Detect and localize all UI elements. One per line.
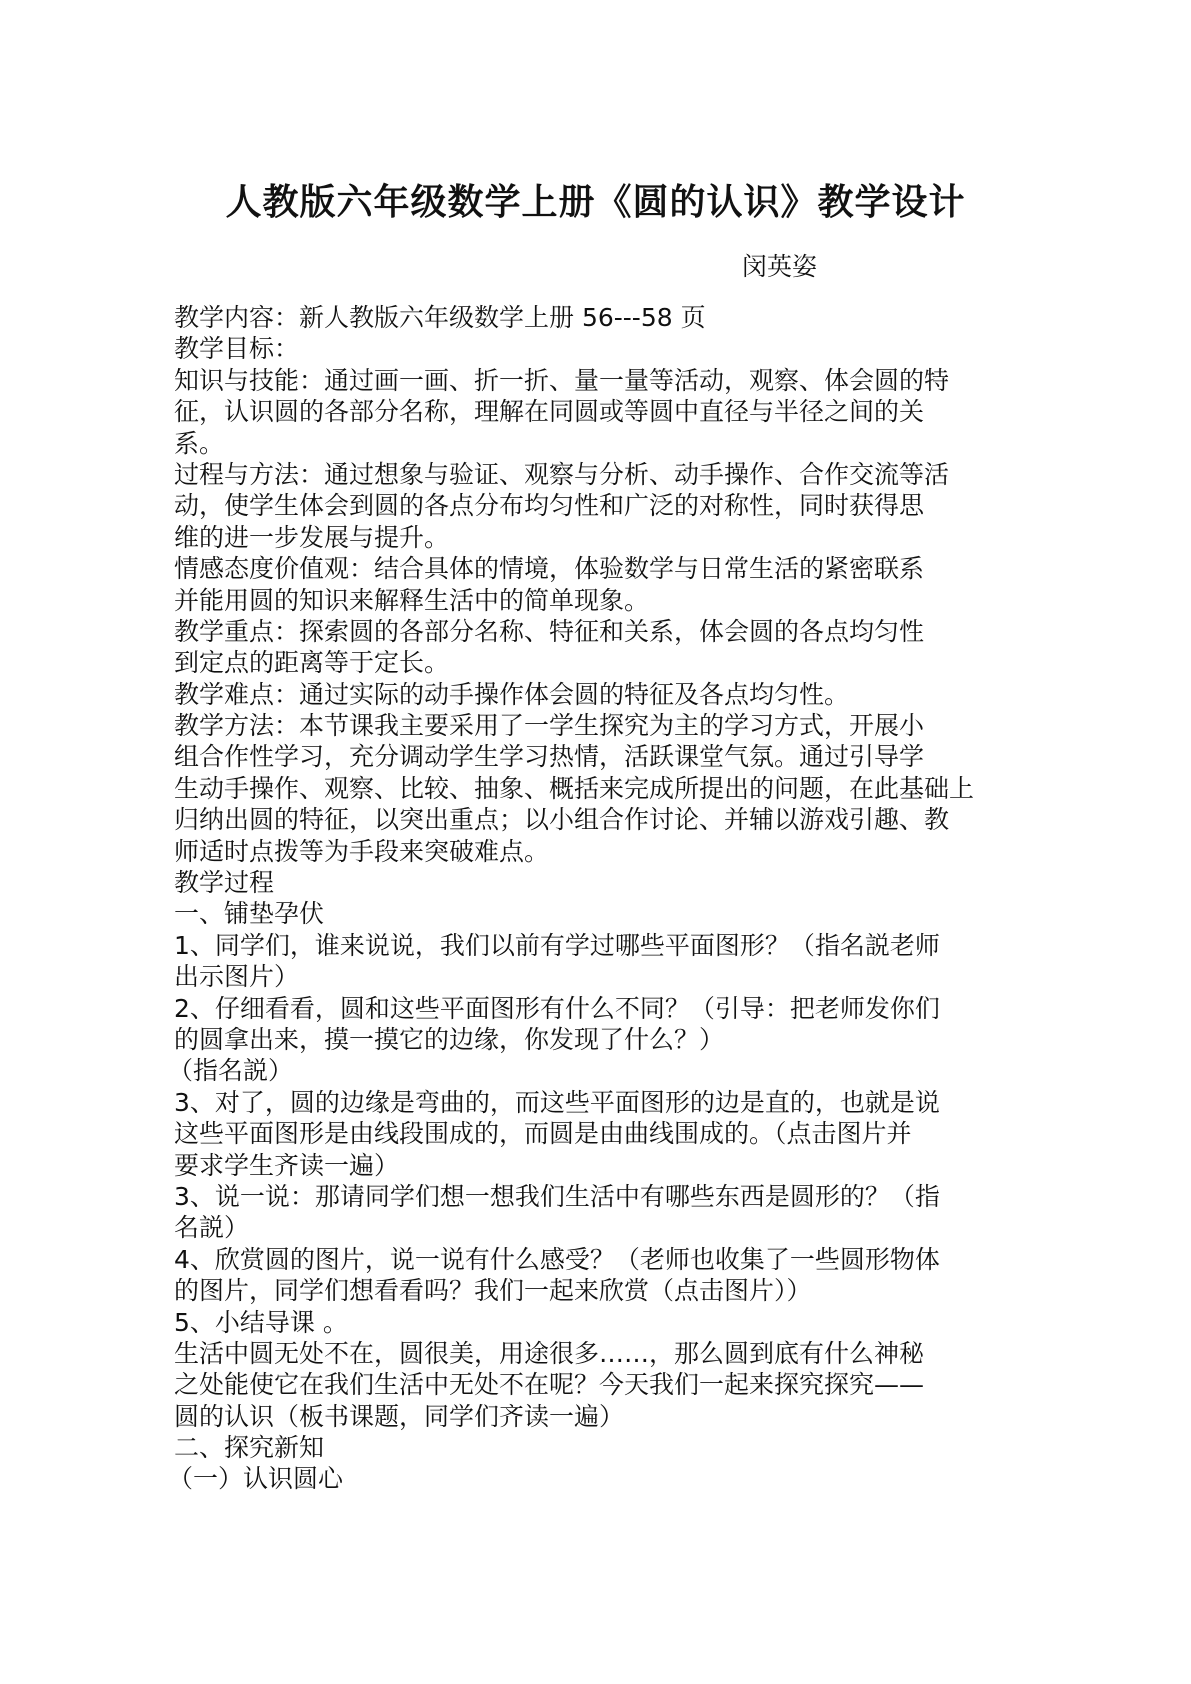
paragraph-line: 维的进一步发展与提升。 (174, 522, 450, 552)
paragraph-line: 征，认识圆的各部分名称，理解在同圆或等圆中直径与半径之间的关 (174, 397, 925, 427)
paragraph-line: 动，使学生体会到圆的各点分布均匀性和广泛的对称性，同时获得思 (174, 491, 925, 521)
paragraph-line: 情感态度价值观：结合具体的情境，体验数学与日常生活的紧密联系 (174, 554, 925, 584)
paragraph-line: 教学重点：探索圆的各部分名称、特征和关系，体会圆的各点均匀性 (174, 616, 925, 646)
paragraph-line: 教学内容：新人教版六年级数学上册 56---58 页 (174, 303, 706, 332)
paragraph-line: 归纳出圆的特征，以突出重点；以小组合作讨论、并辅以游戏引趣、教 (174, 805, 950, 835)
paragraph-line: 2、仔细看看，圆和这些平面图形有什么不同？（引导：把老师发你们 (174, 993, 940, 1023)
paragraph-line: 教学方法：本节课我主要采用了一学生探究为主的学习方式，开展小 (174, 711, 925, 741)
paragraph-line: 3、说一说：那请同学们想一想我们生活中有哪些东西是圆形的？（指 (174, 1181, 940, 1211)
paragraph-line: 生动手操作、观察、比较、抽象、概括来完成所提出的问题，在此基础上 (174, 773, 975, 803)
paragraph-line: 教学过程 (174, 868, 275, 898)
paragraph-line: 到定点的距离等于定长。 (174, 648, 450, 678)
paragraph-line: 生活中圆无处不在，圆很美，用途很多……，那么圆到底有什么神秘 (174, 1338, 925, 1368)
paragraph-line: 知识与技能：通过画一画、折一折、量一量等活动，观察、体会圆的特 (174, 365, 950, 395)
paragraph-line: 3、对了，圆的边缘是弯曲的，而这些平面图形的边是直的，也就是说 (174, 1087, 940, 1117)
paragraph-line: 之处能使它在我们生活中无处不在呢？今天我们一起来探究探究—— (174, 1370, 925, 1400)
paragraph-line: 教学难点：通过实际的动手操作体会圆的特征及各点均匀性。 (174, 679, 850, 709)
paragraph-line: 一、铺垫孕伏 (174, 899, 325, 929)
paragraph-line: 4、欣赏圆的图片，说一说有什么感受？（老师也收集了一些圆形物体 (174, 1244, 940, 1274)
paragraph-line: 过程与方法：通过想象与验证、观察与分析、动手操作、合作交流等活 (174, 459, 950, 489)
paragraph-line: （指名説） (168, 1056, 294, 1086)
paragraph-line: 圆的认识（板书课题，同学们齐读一遍） (174, 1401, 625, 1431)
paragraph-line: 的图片，同学们想看看吗？我们一起来欣赏（点击图片）） (174, 1276, 812, 1306)
paragraph-line: 并能用圆的知识来解释生活中的简单现象。 (174, 585, 650, 615)
paragraph-line: 教学目标： (174, 334, 300, 364)
paragraph-line: 这些平面图形是由线段围成的，而圆是由曲线围成的。（点击图片并 (174, 1119, 912, 1149)
paragraph-line: 师适时点拨等为手段来突破难点。 (174, 836, 550, 866)
paragraph-line: 5、小结导课 。 (174, 1307, 348, 1337)
paragraph-line: 二、探究新知 (174, 1433, 325, 1463)
paragraph-line: 出示图片） (174, 962, 300, 992)
document-title: 人教版六年级数学上册《圆的认识》教学设计 (225, 182, 966, 223)
document-author: 闵英姿 (742, 252, 818, 281)
paragraph-line: 系。 (174, 428, 225, 458)
document-body (168, 302, 1034, 1495)
paragraph-line: 要求学生齐读一遍） (174, 1150, 400, 1180)
paragraph-line: （一）认识圆心 (168, 1464, 344, 1494)
paragraph-line: 的圆拿出来，摸一摸它的边缘，你发现了什么？） (174, 1024, 725, 1054)
paragraph-line: 1、同学们，谁来说说，我们以前有学过哪些平面图形？（指名説老师 (174, 930, 940, 960)
paragraph-line: 组合作性学习，充分调动学生学习热情，活跃课堂气氛。通过引导学 (174, 742, 925, 772)
paragraph-line: 名説） (174, 1213, 250, 1243)
